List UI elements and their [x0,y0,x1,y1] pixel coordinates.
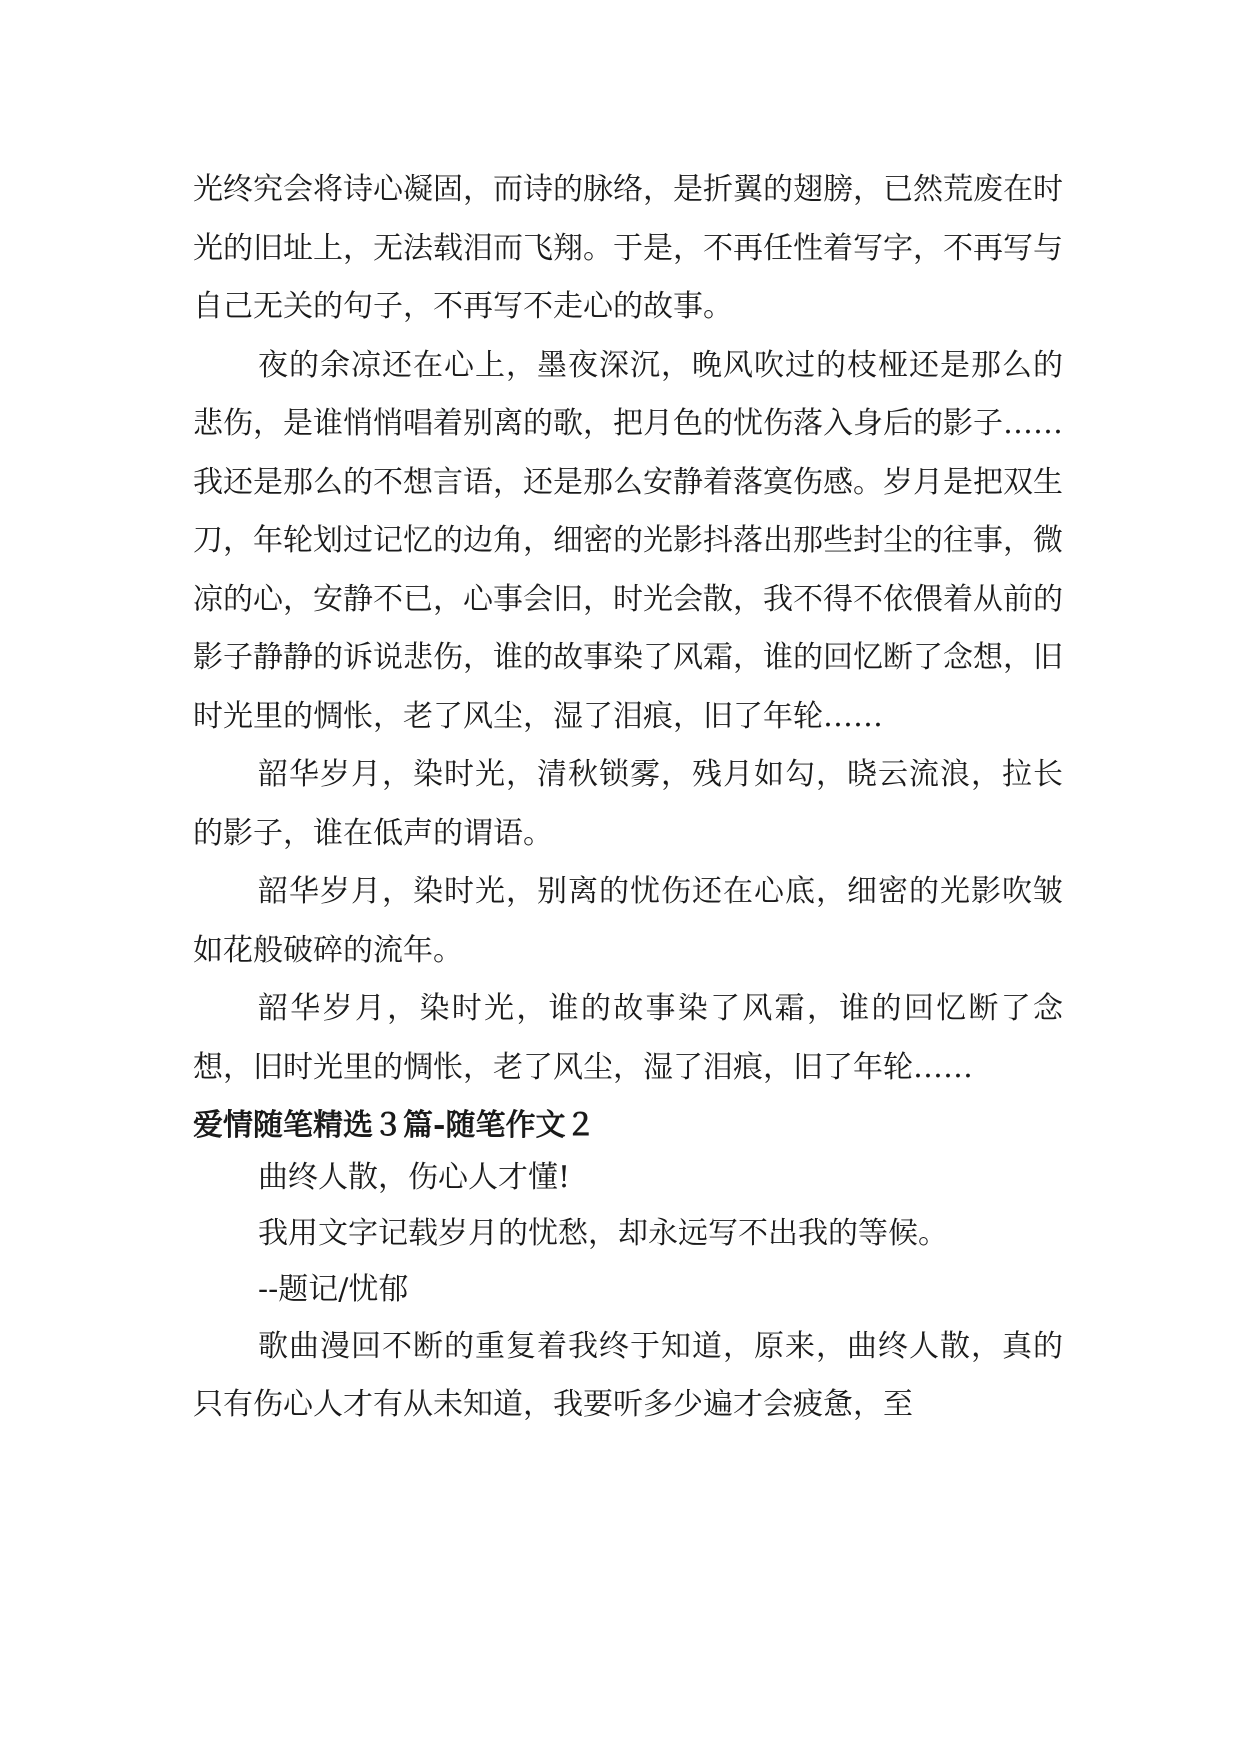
paragraph-9: 歌曲漫回不断的重复着我终于知道，原来，曲终人散，真的只有伤心人才有从未知道，我要听多少遍才会疲惫，至 [193,1329,1063,1422]
paragraph-4: 韶华岁月，染时光，别离的忧伤还在心底，细密的光影吹皱如花般破碎的流年。 [193,874,1063,968]
paragraph-8: --题记/忧郁 [258,1272,409,1307]
document-body [193,161,1063,1434]
paragraph-1: 光终究会将诗心凝固，而诗的脉络，是折翼的翅膀，已然荒废在时光的旧址上，无法载泪而飞翔。于是，不再任性着写字，不再写与自己无关的句子，不再写不走心的故事。 [193,172,1063,324]
paragraph-5: 韶华岁月，染时光，谁的故事染了风霜，谁的回忆断了念想，旧时光里的惆怅，老了风尘，湿了泪痕，旧了年轮…… [193,991,1063,1085]
paragraph-2: 夜的余凉还在心上，墨夜深沉，晚风吹过的枝桠还是那么的悲伤，是谁悄悄唱着别离的歌，把月色的忧伤落入身后的影子……我还是那么的不想言语，还是那么安静着落寞伤感。岁月是把双生刀，年轮划过记忆的边角，细密的光影抖落出那些封尘的往事，微凉的心，安静不已，心事会旧，时光会散，我不得不依偎着从前的影子静静的诉说悲伤，谁的故事染了风霜，谁的回忆断了念想，旧时光里的惆怅，老了风尘，湿了泪痕，旧了年轮…… [193,347,1063,734]
paragraph-7: 我用文字记载岁月的忧愁，却永远写不出我的等候。 [258,1216,948,1251]
paragraph-3: 韶华岁月，染时光，清秋锁雾，残月如勾，晓云流浪，拉长的影子，谁在低声的谓语。 [193,757,1063,851]
section-heading: 爱情随笔精选３篇-随笔作文２ [193,1108,596,1143]
paragraph-6: 曲终人散，伤心人才懂! [258,1160,571,1195]
